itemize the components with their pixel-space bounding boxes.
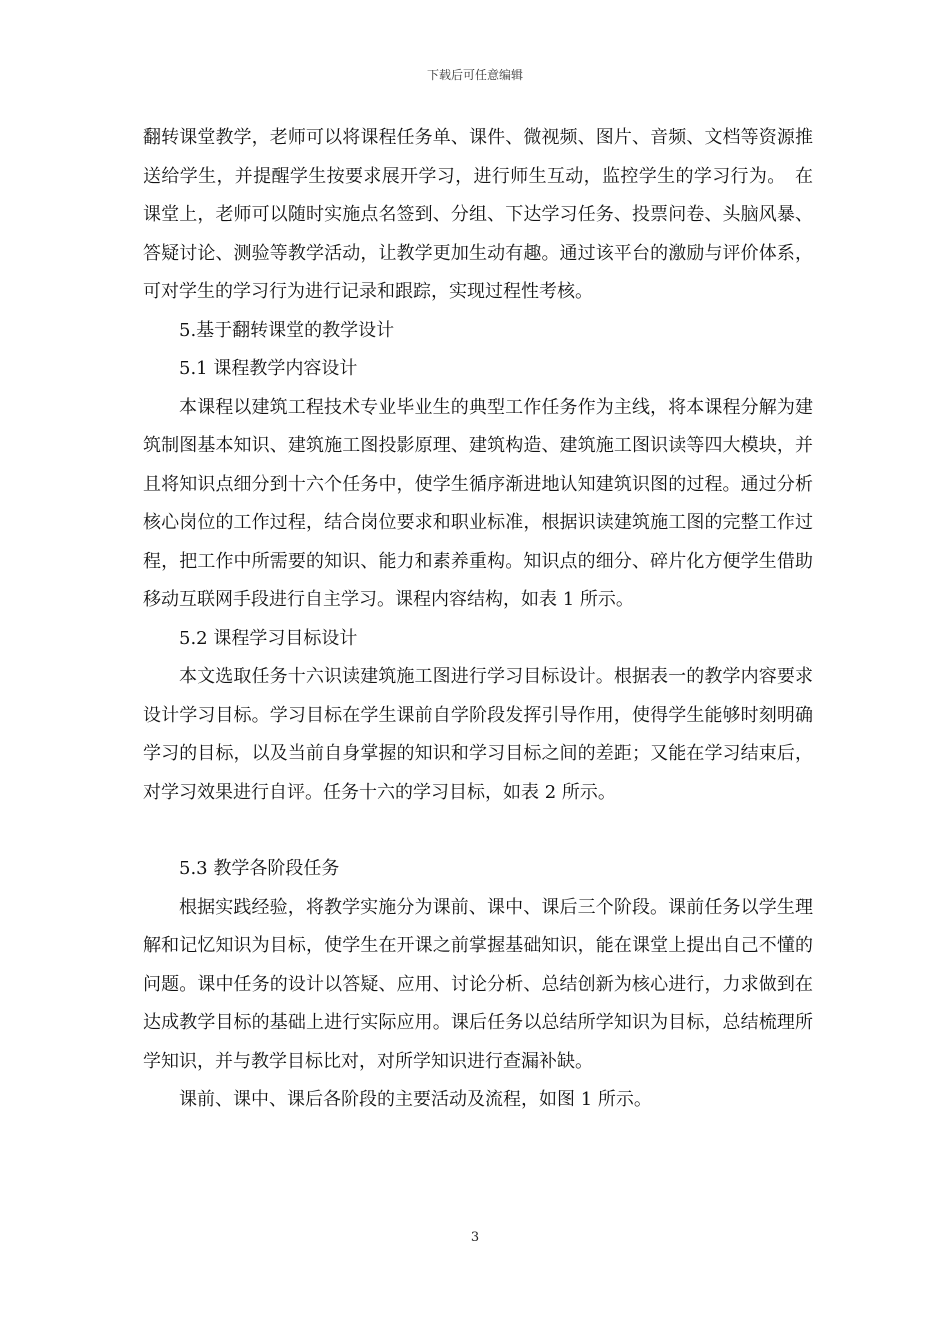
section-heading-5-1: 5.1 课程教学内容设计	[179, 358, 358, 379]
paragraph-learning-goals: 本文选取任务十六识读建筑施工图进行学习目标设计。根据表一的教学内容要求设计学习目标。学习目标在学生课前自学阶段发挥引导作用，使得学生能够时刻明确学习的目标，以及当前自身掌握的知识和学习目标之间的差距；又能在学习结束后，对学习效果进行自评。任务十六的学习目标，如表 2 所示。	[143, 666, 813, 803]
section-heading-5-2: 5.2 课程学习目标设计	[179, 627, 358, 649]
section-heading-5: 5.基于翻转课堂的教学设计	[179, 319, 395, 341]
page-number: 3	[470, 1230, 480, 1245]
section-heading-5-3: 5.3 教学各阶段任务	[179, 858, 340, 879]
paragraph-platform-intro: 翻转课堂教学，老师可以将课程任务单、课件、微视频、图片、音频、文档等资源推送给学生，并提醒学生按要求展开学习，进行师生互动，监控学生的学习行为。 在课堂上，老师可以随时实施点名签到、分组、下达学习任务、投票问卷、头脑风暴、答疑讨论、测验等教学活动，让教学更加生动有趣。通过该平台的激励与评价体系，可对学生的学习行为进行记录和跟踪，实现过程性考核。	[143, 127, 813, 302]
paragraph-content-design: 本课程以建筑工程技术专业毕业生的典型工作任务作为主线，将本课程分解为建筑制图基本知识、建筑施工图投影原理、建筑构造、建筑施工图识读等四大模块，并且将知识点细分到十六个任务中，使学生循序渐进地认知建筑识图的过程。通过分析核心岗位的工作过程，结合岗位要求和职业标准，根据识读建筑施工图的完整工作过程，把工作中所需要的知识、能力和素养重构。知识点的细分、碎片化方便学生借助移动互联网手段进行自主学习。课程内容结构，如表 1 所示。	[143, 396, 813, 610]
page-header: 下载后可任意编辑	[426, 68, 523, 82]
paragraph-figure-reference: 课前、课中、课后各阶段的主要活动及流程，如图 1 所示。	[179, 1089, 652, 1110]
document-body	[143, 119, 813, 1120]
paragraph-spacer	[143, 812, 813, 850]
paragraph-stage-tasks: 根据实践经验，将教学实施分为课前、课中、课后三个阶段。课前任务以学生理解和记忆知识为目标，使学生在开课之前掌握基础知识，能在课堂上提出自己不懂的问题。课中任务的设计以答疑、应用、讨论分析、总结创新为核心进行，力求做到在达成教学目标的基础上进行实际应用。课后任务以总结所学知识为目标，总结梳理所学知识，并与教学目标比对，对所学知识进行查漏补缺。	[143, 896, 813, 1072]
